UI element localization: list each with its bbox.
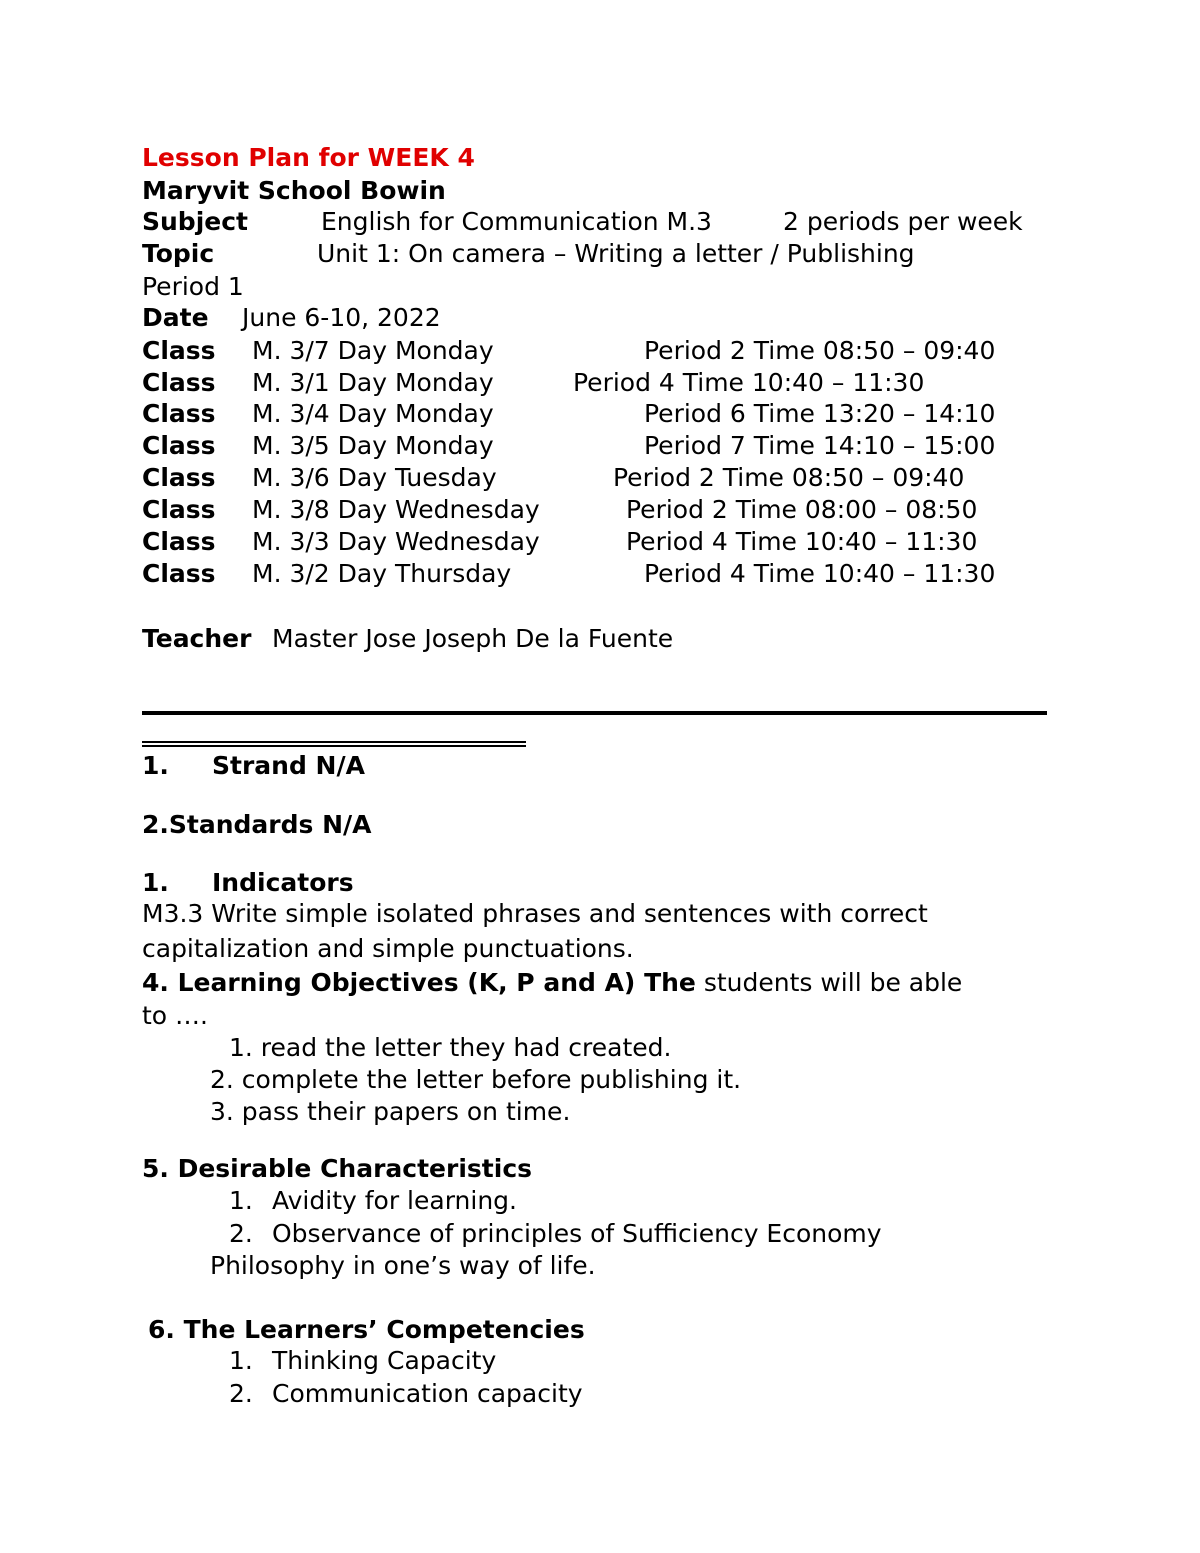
competency-item: Thinking Capacity <box>272 1346 497 1375</box>
class-time: Period 4 Time 10:40 – 11:30 <box>573 368 925 397</box>
class-info: M. 3/8 Day Wednesday <box>252 495 540 524</box>
objective-item: 2. complete the letter before publishing it. <box>210 1065 742 1094</box>
class-label: Class <box>142 399 216 428</box>
class-label: Class <box>142 559 216 588</box>
objectives-heading: 4. Learning Objectives (K, P and A) The <box>142 968 696 997</box>
subject-name: English for Communication M.3 <box>321 207 712 236</box>
class-label: Class <box>142 336 216 365</box>
topic-value: Unit 1: On camera – Writing a letter / Publishing <box>317 239 915 268</box>
class-label: Class <box>142 495 216 524</box>
characteristic-number: 2. <box>229 1219 253 1248</box>
indicators-number: 1. <box>142 868 169 897</box>
class-info: M. 3/2 Day Thursday <box>252 559 512 588</box>
horizontal-rule <box>142 711 1047 715</box>
topic-period: Period 1 <box>142 272 244 301</box>
class-label: Class <box>142 463 216 492</box>
standards-heading: 2.Standards N/A <box>142 810 372 839</box>
competency-number: 1. <box>229 1346 253 1375</box>
class-time: Period 2 Time 08:50 – 09:40 <box>613 463 965 492</box>
characteristic-item: Observance of principles of Sufficiency Economy <box>272 1219 882 1248</box>
class-info: M. 3/6 Day Tuesday <box>252 463 497 492</box>
characteristic-continuation: Philosophy in one’s way of life. <box>210 1251 596 1280</box>
class-label: Class <box>142 431 216 460</box>
teacher-name: Master Jose Joseph De la Fuente <box>272 624 674 653</box>
objective-item: 3. pass their papers on time. <box>210 1097 571 1126</box>
strand-heading: Strand N/A <box>212 751 365 780</box>
objective-item: 1. read the letter they had created. <box>229 1033 672 1062</box>
class-time: Period 6 Time 13:20 – 14:10 <box>644 399 996 428</box>
lesson-plan-title: Lesson Plan for WEEK 4 <box>142 143 475 172</box>
class-info: M. 3/3 Day Wednesday <box>252 527 540 556</box>
date-label: Date <box>142 303 209 332</box>
characteristic-number: 1. <box>229 1186 253 1215</box>
school-name: Maryvit School Bowin <box>142 176 446 205</box>
characteristic-item: Avidity for learning. <box>272 1186 517 1215</box>
indicator-text: capitalization and simple punctuations. <box>142 934 634 963</box>
class-info: M. 3/1 Day Monday <box>252 368 494 397</box>
objectives-continuation: to …. <box>142 1001 208 1030</box>
strand-number: 1. <box>142 751 169 780</box>
indicator-text: M3.3 Write simple isolated phrases and sentences with correct <box>142 899 928 928</box>
class-label: Class <box>142 527 216 556</box>
teacher-label: Teacher <box>142 624 252 653</box>
class-info: M. 3/5 Day Monday <box>252 431 494 460</box>
class-time: Period 4 Time 10:40 – 11:30 <box>644 559 996 588</box>
class-time: Period 4 Time 10:40 – 11:30 <box>626 527 978 556</box>
competency-number: 2. <box>229 1379 253 1408</box>
class-info: M. 3/4 Day Monday <box>252 399 494 428</box>
double-rule <box>142 741 526 747</box>
topic-label: Topic <box>142 239 215 268</box>
subject-label: Subject <box>142 207 248 236</box>
characteristics-heading: 5. Desirable Characteristics <box>142 1154 533 1183</box>
class-time: Period 7 Time 14:10 – 15:00 <box>644 431 996 460</box>
competencies-heading: 6. The Learners’ Competencies <box>148 1315 585 1344</box>
indicators-heading: Indicators <box>212 868 354 897</box>
class-time: Period 2 Time 08:00 – 08:50 <box>626 495 978 524</box>
objectives-line <box>142 970 962 995</box>
class-time: Period 2 Time 08:50 – 09:40 <box>644 336 996 365</box>
date-value: June 6-10, 2022 <box>242 303 441 332</box>
competency-item: Communication capacity <box>272 1379 583 1408</box>
objectives-lead: students will be able <box>695 968 963 997</box>
class-info: M. 3/7 Day Monday <box>252 336 494 365</box>
subject-periods: 2 periods per week <box>783 207 1023 236</box>
class-label: Class <box>142 368 216 397</box>
